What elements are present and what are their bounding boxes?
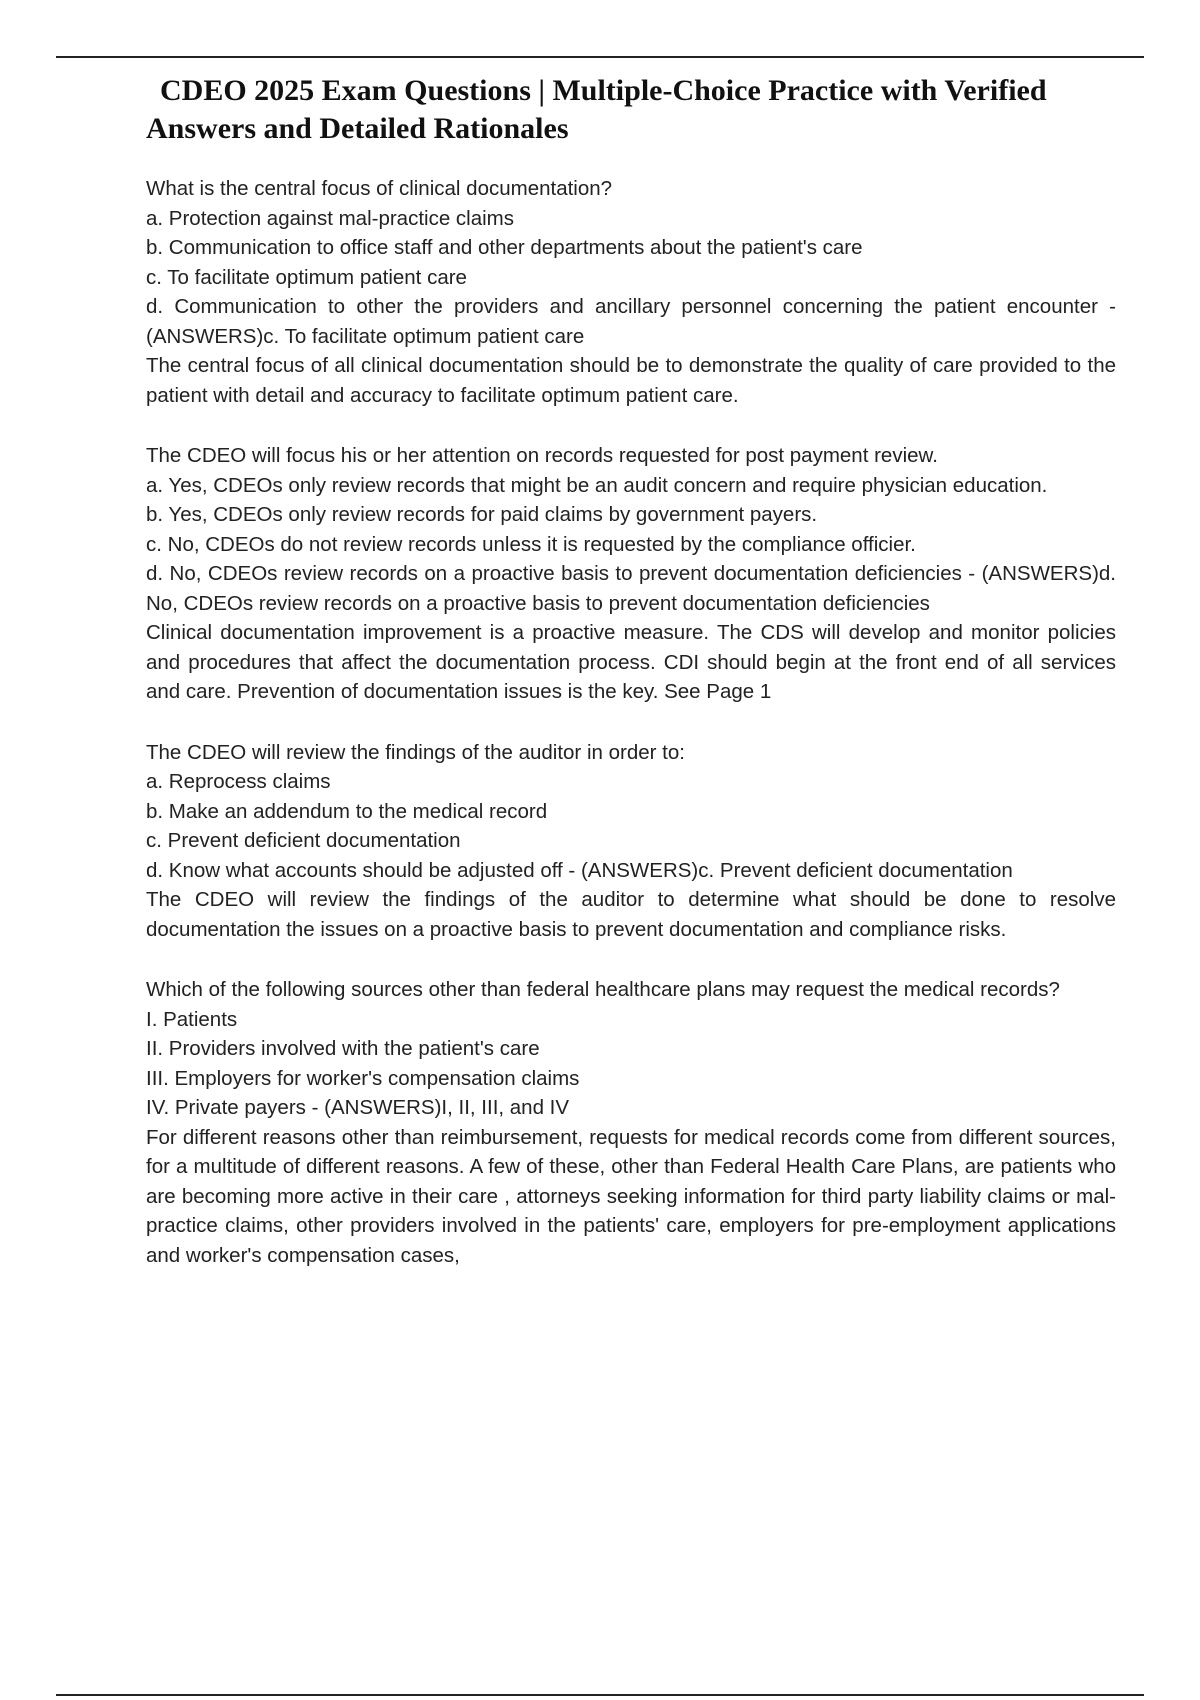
question-block-1 — [146, 174, 1116, 410]
rationale-text: For different reasons other than reimbursement, requests for medical records come from different sources, for a multitude of different reasons. A few of these, other than Federal Health Care Plans, are patients who are becoming more active in their care , attorneys seeking information for third party liability claims or mal-practice claims, other providers involved in the patients' care, employers for pre-employment applications and worker's compensation cases, — [146, 1125, 1116, 1267]
answer-option: b. Communication to office staff and other departments about the patient's care — [146, 236, 863, 259]
rationale-text: The CDEO will review the findings of the auditor to determine what should be done to resolve documentation the issues on a proactive basis to prevent documentation and compliance risks. — [146, 888, 1116, 941]
document-title: CDEO 2025 Exam Questions | Multiple-Choice Practice with Verified Answers and Detailed Rationales — [146, 74, 1047, 145]
answer-option: a. Reprocess claims — [146, 770, 331, 793]
answer-option: I. Patients — [146, 1007, 238, 1031]
question-block-2 — [146, 441, 1116, 707]
question-text: What is the central focus of clinical documentation? — [146, 177, 613, 200]
answer-option: a. Yes, CDEOs only review records that might be an audit concern and require physician education. — [146, 473, 1048, 497]
question-text: Which of the following sources other than federal healthcare plans may request the medical records? — [146, 978, 1060, 1001]
question-text: The CDEO will review the findings of the auditor in order to: — [146, 740, 685, 764]
answer-option: d. Know what accounts should be adjusted off - (ANSWERS)c. Prevent deficient documentation — [146, 858, 1013, 882]
answer-option: c. No, CDEOs do not review records unless it is requested by the compliance officier. — [146, 532, 916, 556]
answer-option: c. To facilitate optimum patient care — [146, 265, 467, 289]
document-page — [146, 72, 1116, 1301]
answer-option: b. Make an addendum to the medical record — [146, 799, 548, 823]
rationale-text: Clinical documentation improvement is a proactive measure. The CDS will develop and monitor policies and procedures that affect the documentation process. CDI should begin at the front end of all services and care. Prevention of documentation issues is the key. See Page 1 — [146, 621, 1116, 703]
answer-option: c. Prevent deficient documentation — [146, 829, 461, 852]
answer-option: III. Employers for worker's compensation claims — [146, 1066, 580, 1090]
question-block-4 — [146, 975, 1116, 1270]
answer-option: d. No, CDEOs review records on a proactive basis to prevent documentation deficiencies - (ANSWERS)d. No, CDEOs review records on a proactive basis to prevent documentation deficiencies — [146, 562, 1116, 615]
answer-option: II. Providers involved with the patient's care — [146, 1037, 540, 1060]
bottom-rule — [56, 1694, 1144, 1696]
answer-option: b. Yes, CDEOs only review records for paid claims by government payers. — [146, 503, 818, 526]
answer-option: a. Protection against mal-practice claims — [146, 206, 515, 230]
top-rule — [56, 56, 1144, 58]
rationale-text: The central focus of all clinical documentation should be to demonstrate the quality of care provided to the patient with detail and accuracy to facilitate optimum patient care. — [146, 354, 1116, 407]
answer-option: IV. Private payers - (ANSWERS)I, II, III, and IV — [146, 1096, 570, 1119]
answer-option: d. Communication to other the providers and ancillary personnel concerning the patient encounter - (ANSWERS)c. To facilitate optimum patient care — [146, 295, 1116, 348]
question-block-3 — [146, 738, 1116, 945]
question-text: The CDEO will focus his or her attention on records requested for post payment review. — [146, 444, 938, 467]
